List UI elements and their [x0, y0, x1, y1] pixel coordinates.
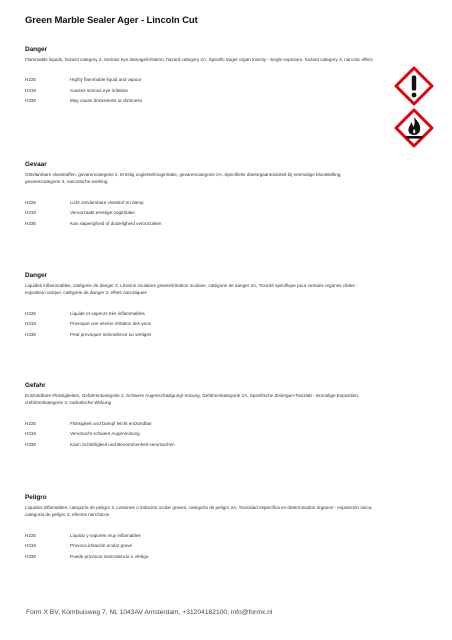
- hazard-statement: [25, 219, 375, 229]
- hazard-statement-list: [25, 531, 375, 562]
- hazard-statement: [25, 419, 375, 429]
- hazard-statement: [25, 86, 375, 96]
- exclamation-mark-icon: [394, 66, 434, 106]
- statement-text: Causes serious eye irritation: [70, 87, 128, 93]
- signal-word: Gevaar: [25, 161, 47, 168]
- hazard-statement-list: [25, 75, 375, 106]
- signal-word: Danger: [25, 46, 48, 53]
- hazard-classification: Ontvlambare vloeistoffen, gevarencategorie 2, Ernstig oogletsel/oogirritatie, gevarencategorie 2A, Specifieke doelorgaantoxiciteit bij eenmalige blootstelling, gevarencategorie 3, narcotische werking: [25, 172, 342, 185]
- hazard-statement: [25, 319, 375, 329]
- statement-text: Veroorzaakt ernstige oogirritatie: [70, 210, 135, 216]
- hazard-statement-list: [25, 198, 375, 229]
- hazard-section-de: [25, 382, 375, 450]
- hazard-classification: Flammable liquids, hazard category 2, Serious eye damage/irritation, hazard category 2A, Specific target organ toxicity - single exposure, hazard category 3, narcotic effect: [25, 57, 373, 62]
- hazard-classification: Líquidos inflamables, categoría de peligro 2, Lesiones o irritación ocular graves, categoría de peligro 2A, Toxicidad específica en determinados órganos - exposición única, categoría de peligro 3, efectos narcóticos: [25, 505, 373, 518]
- statement-text: May cause drowsiness or dizziness: [70, 98, 142, 104]
- statement-text: Licht ontvlambare vloeistof en damp: [70, 199, 144, 205]
- statement-code: H319: [25, 543, 36, 549]
- hazard-section-es: [25, 494, 375, 562]
- statement-text: Líquido y vapores muy inflamables: [70, 532, 141, 538]
- hazard-statement: [25, 440, 375, 450]
- hazard-statement-list: [25, 309, 375, 340]
- statement-text: Flüssigkeit und Dampf leicht entzündbar: [70, 420, 152, 426]
- statement-code: H225: [25, 199, 36, 205]
- statement-text: Provoca irritación ocular grave: [70, 543, 133, 549]
- hazard-pictograms: [394, 66, 434, 150]
- hazard-statement: [25, 531, 375, 541]
- hazard-statement-list: [25, 419, 375, 450]
- hazard-statement: [25, 96, 375, 106]
- hazard-classification: Liquides inflammables, catégorie de danger 2, Lésions oculaires graves/irritation oculaire, catégorie de danger 2A, Toxicité spécifique pour certains organes cibles - exposition unique, catégorie de danger 3, effets narcotiques: [25, 283, 358, 296]
- hazard-statement: [25, 330, 375, 340]
- statement-code: H319: [25, 210, 36, 216]
- statement-code: H225: [25, 77, 36, 83]
- statement-code: H336: [25, 98, 36, 104]
- statement-code: H225: [25, 420, 36, 426]
- hazard-statement: [25, 75, 375, 85]
- hazard-statement: [25, 552, 375, 562]
- statement-code: H336: [25, 441, 36, 447]
- signal-word: Danger: [25, 272, 48, 279]
- statement-text: Liquide et vapeurs très inflammables: [70, 310, 145, 316]
- document-title: Green Marble Sealer Ager - Lincoln Cut: [25, 15, 198, 26]
- hazard-statement: [25, 208, 375, 218]
- company-footer: Form X BV, Kombuisweg 7, NL 1043AV Amsterdam, +31204182100, info@formx.nl: [26, 609, 273, 616]
- statement-text: Kan slaperigheid of duizeligheid veroorzaken: [70, 220, 162, 226]
- statement-code: H319: [25, 321, 36, 327]
- statement-code: H319: [25, 431, 36, 437]
- hazard-statement: [25, 429, 375, 439]
- statement-code: H336: [25, 553, 36, 559]
- statement-code: H319: [25, 87, 36, 93]
- hazard-section-fr: [25, 272, 375, 340]
- hazard-statement: [25, 198, 375, 208]
- flame-icon: [394, 108, 434, 148]
- statement-code: H336: [25, 220, 36, 226]
- hazard-statement: [25, 309, 375, 319]
- hazard-statement: [25, 541, 375, 551]
- hazard-section-en: [25, 46, 375, 107]
- hazard-section-nl: [25, 161, 375, 229]
- statement-code: H225: [25, 532, 36, 538]
- statement-text: Provoque une sévère irritation des yeux: [70, 321, 151, 327]
- signal-word: Peligro: [25, 494, 47, 501]
- statement-text: Kann Schläfrigkeit und Benommenheit verursachen: [70, 441, 175, 447]
- statement-text: Verursacht schwere Augenreizung: [70, 431, 140, 437]
- statement-text: Peut provoquer somnolence ou vertiges: [70, 331, 152, 337]
- statement-text: Puede provocar somnolencia o vértigo: [70, 553, 149, 559]
- statement-code: H336: [25, 331, 36, 337]
- signal-word: Gefahr: [25, 382, 46, 389]
- statement-text: Highly flammable liquid and vapour: [70, 77, 142, 83]
- statement-code: H225: [25, 310, 36, 316]
- hazard-classification: Entzündbare Flüssigkeiten, Gefahrenkategorie 2, Schwere Augenschädigung/-reizung, Gefahrenkategorie 2A, Spezifische Zielorgan-Toxizität - einmalige Exposition, Gefahrenkategorie 3, narkotische Wirkung: [25, 393, 360, 406]
